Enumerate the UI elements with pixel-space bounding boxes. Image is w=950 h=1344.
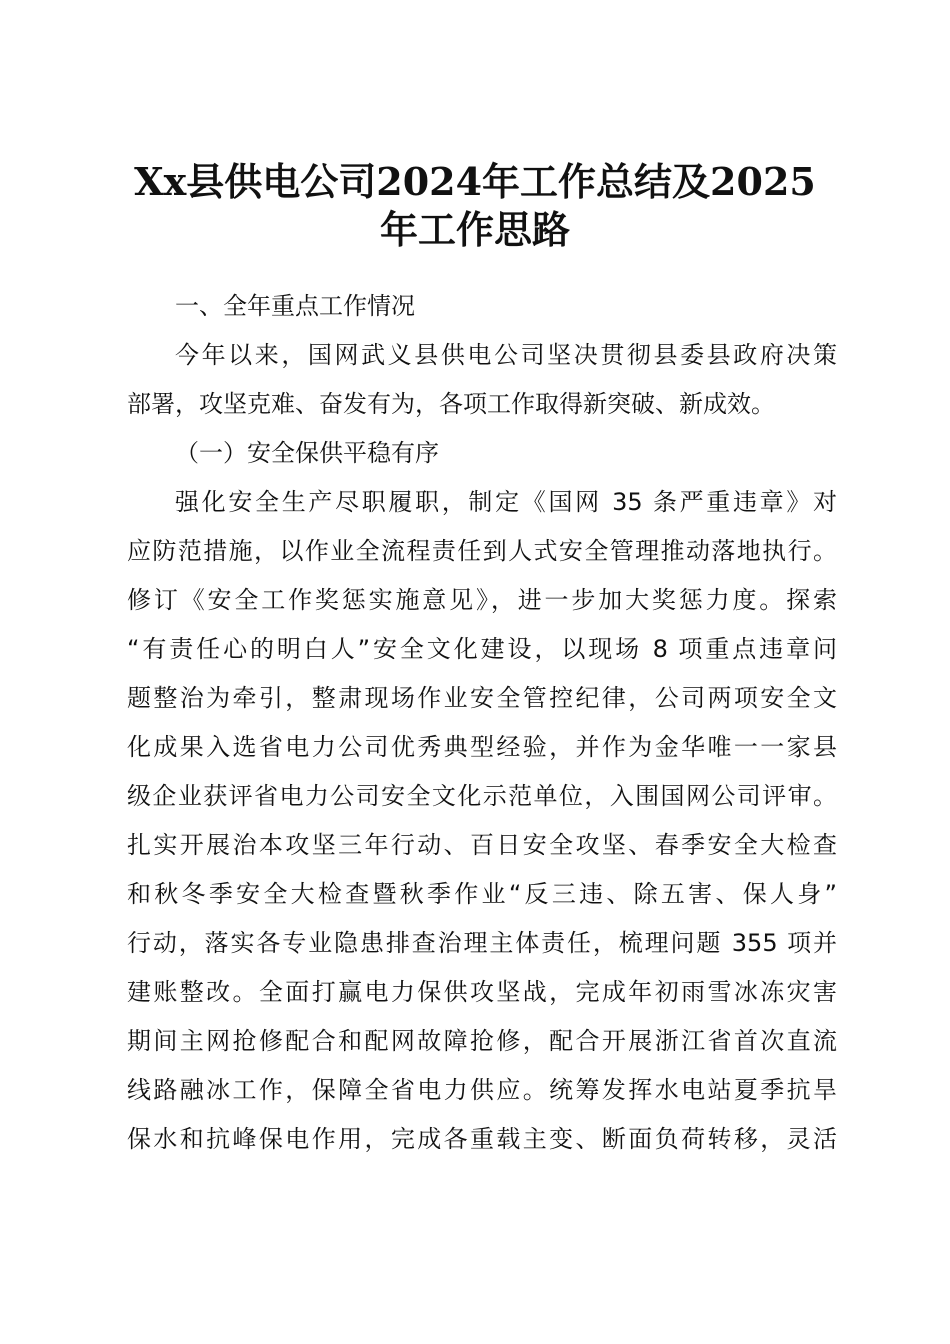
paragraph-line: 应防范措施，以作业全流程责任到人式安全管理推动落地执行。 xyxy=(127,537,837,565)
paragraph-line: 化成果入选省电力公司优秀典型经验，并作为金华唯一一家县 xyxy=(127,733,837,761)
subsection-heading: （一）安全保供平稳有序 xyxy=(175,439,439,467)
paragraph-line: 线路融冰工作，保障全省电力供应。统筹发挥水电站夏季抗旱 xyxy=(127,1076,837,1104)
document-title-line-2: 年工作思路 xyxy=(379,207,570,252)
paragraph-line: 题整治为牵引，整肃现场作业安全管控纪律，公司两项安全文 xyxy=(127,684,837,712)
paragraph-line: 修订《安全工作奖惩实施意见》，进一步加大奖惩力度。探索 xyxy=(127,586,837,614)
section-heading: 一、全年重点工作情况 xyxy=(175,292,415,320)
paragraph-line: “有责任心的明白人”安全文化建设，以现场 8 项重点违章问 xyxy=(127,635,837,663)
paragraph-line: 保水和抗峰保电作用，完成各重载主变、断面负荷转移，灵活 xyxy=(127,1125,837,1153)
paragraph-line: 扎实开展治本攻坚三年行动、百日安全攻坚、春季安全大检查 xyxy=(127,831,837,859)
paragraph-line: 强化安全生产尽职履职，制定《国网 35 条严重违章》对 xyxy=(175,488,837,516)
paragraph-line: 和秋冬季安全大检查暨秋季作业“反三违、除五害、保人身” xyxy=(127,880,837,908)
paragraph-line: 级企业获评省电力公司安全文化示范单位，入围国网公司评审。 xyxy=(127,782,837,810)
paragraph-line: 建账整改。全面打赢电力保供攻坚战，完成年初雨雪冰冻灾害 xyxy=(127,978,837,1006)
paragraph-line: 期间主网抢修配合和配网故障抢修，配合开展浙江省首次直流 xyxy=(127,1027,837,1055)
paragraph-line: 行动，落实各专业隐患排查治理主体责任，梳理问题 355 项并 xyxy=(127,929,837,957)
document-title-line-1: Xx县供电公司2024年工作总结及2025 xyxy=(134,159,816,204)
paragraph-line: 部署，攻坚克难、奋发有为，各项工作取得新突破、新成效。 xyxy=(127,390,775,418)
paragraph-line: 今年以来，国网武义县供电公司坚决贯彻县委县政府决策 xyxy=(175,341,837,369)
